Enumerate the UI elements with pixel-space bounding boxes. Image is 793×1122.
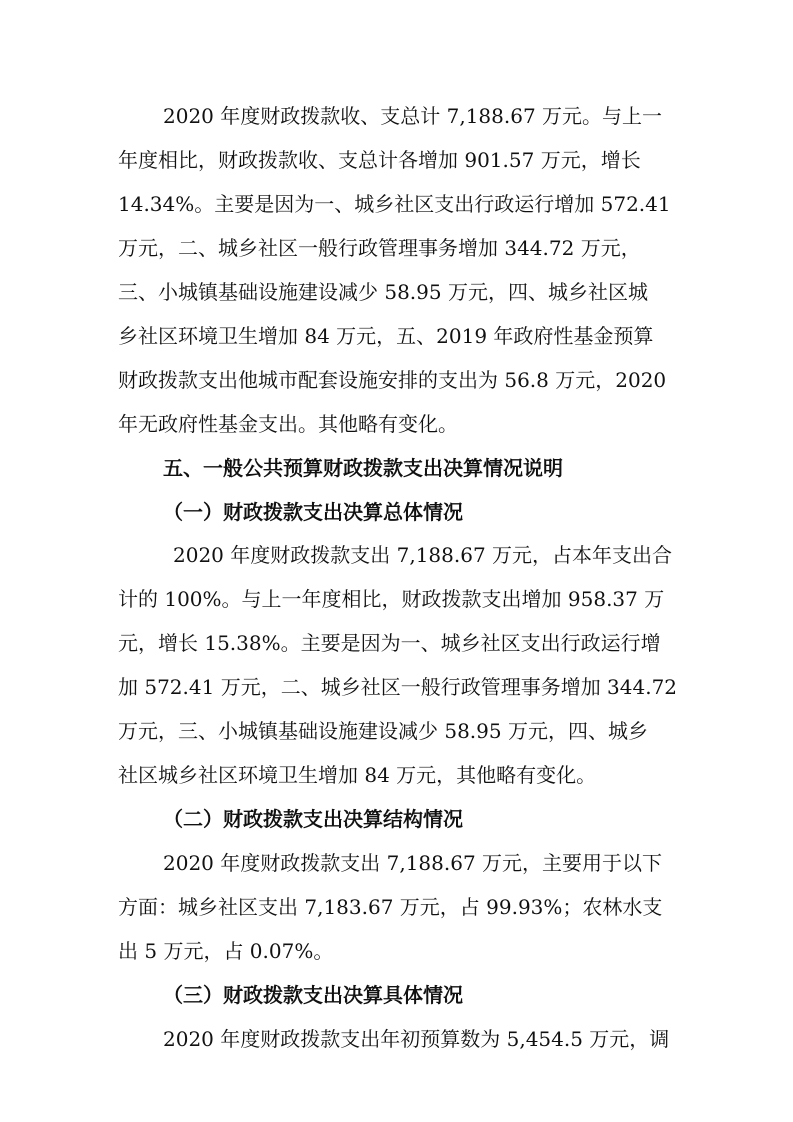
text-line: 社区城乡社区环境卫生增加 84 万元，其他略有变化。 [118,763,597,787]
paragraph-line [0,843,793,883]
subsection-heading-text: （二）财政拨款支出决算结构情况 [163,807,463,831]
text-line: 出 5 万元，占 0.07%。 [118,939,334,963]
text-line: 三、小城镇基础设施建设减少 58.95 万元，四、城乡社区城 [118,280,648,304]
paragraph-line [0,272,793,312]
text-line: 万元，三、小城镇基础设施建设减少 58.95 万元，四、城乡 [118,719,648,743]
text-line: 2020 年度财政拨款收、支总计 7,188.67 万元。与上一 [163,104,663,128]
paragraph-line [0,667,793,707]
section-heading-text: 五、一般公共预算财政拨款支出决算情况说明 [163,456,563,480]
paragraph-line [0,184,793,224]
text-line: 2020 年度财政拨款支出 7,188.67 万元，主要用于以下 [163,851,663,875]
paragraph-line [0,404,793,444]
paragraph-line [0,535,793,575]
paragraph-line [0,623,793,663]
text-line: 年无政府性基金支出。其他略有变化。 [118,412,458,436]
subsection-heading-text: （三）财政拨款支出决算具体情况 [163,983,463,1007]
paragraph-line [0,887,793,927]
paragraph-line [0,140,793,180]
text-line: 2020 年度财政拨款支出 7,188.67 万元，占本年支出合 [173,543,673,567]
text-line: 2020 年度财政拨款支出年初预算数为 5,454.5 万元，调 [163,1027,670,1051]
paragraph-line [0,1019,793,1059]
paragraph-line [0,931,793,971]
text-line: 乡社区环境卫生增加 84 万元，五、2019 年政府性基金预算 [118,324,654,348]
subsection-heading [0,492,793,532]
paragraph-line [0,96,793,136]
text-line: 年度相比，财政拨款收、支总计各增加 901.57 万元，增长 [118,148,641,172]
subsection-heading [0,975,793,1015]
text-line: 加 572.41 万元，二、城乡社区一般行政管理事务增加 344.72 [118,675,678,699]
text-line: 万元，二、城乡社区一般行政管理事务增加 344.72 万元， [118,236,641,260]
paragraph-line [0,711,793,751]
section-heading [0,448,793,488]
text-line: 元，增长 15.38%。主要是因为一、城乡社区支出行政运行增 [118,631,661,655]
text-line: 方面：城乡社区支出 7,183.67 万元，占 99.93%；农林水支 [118,895,663,919]
subsection-heading-text: （一）财政拨款支出决算总体情况 [163,500,463,524]
paragraph-line [0,316,793,356]
paragraph-line [0,360,793,400]
paragraph-line [0,579,793,619]
text-line: 14.34%。主要是因为一、城乡社区支出行政运行增加 572.41 [118,192,671,216]
text-line: 计的 100%。与上一年度相比，财政拨款支出增加 958.37 万 [118,587,665,611]
paragraph-line [0,755,793,795]
subsection-heading [0,799,793,839]
paragraph-line [0,228,793,268]
text-line: 财政拨款支出他城市配套设施安排的支出为 56.8 万元，2020 [118,368,667,392]
